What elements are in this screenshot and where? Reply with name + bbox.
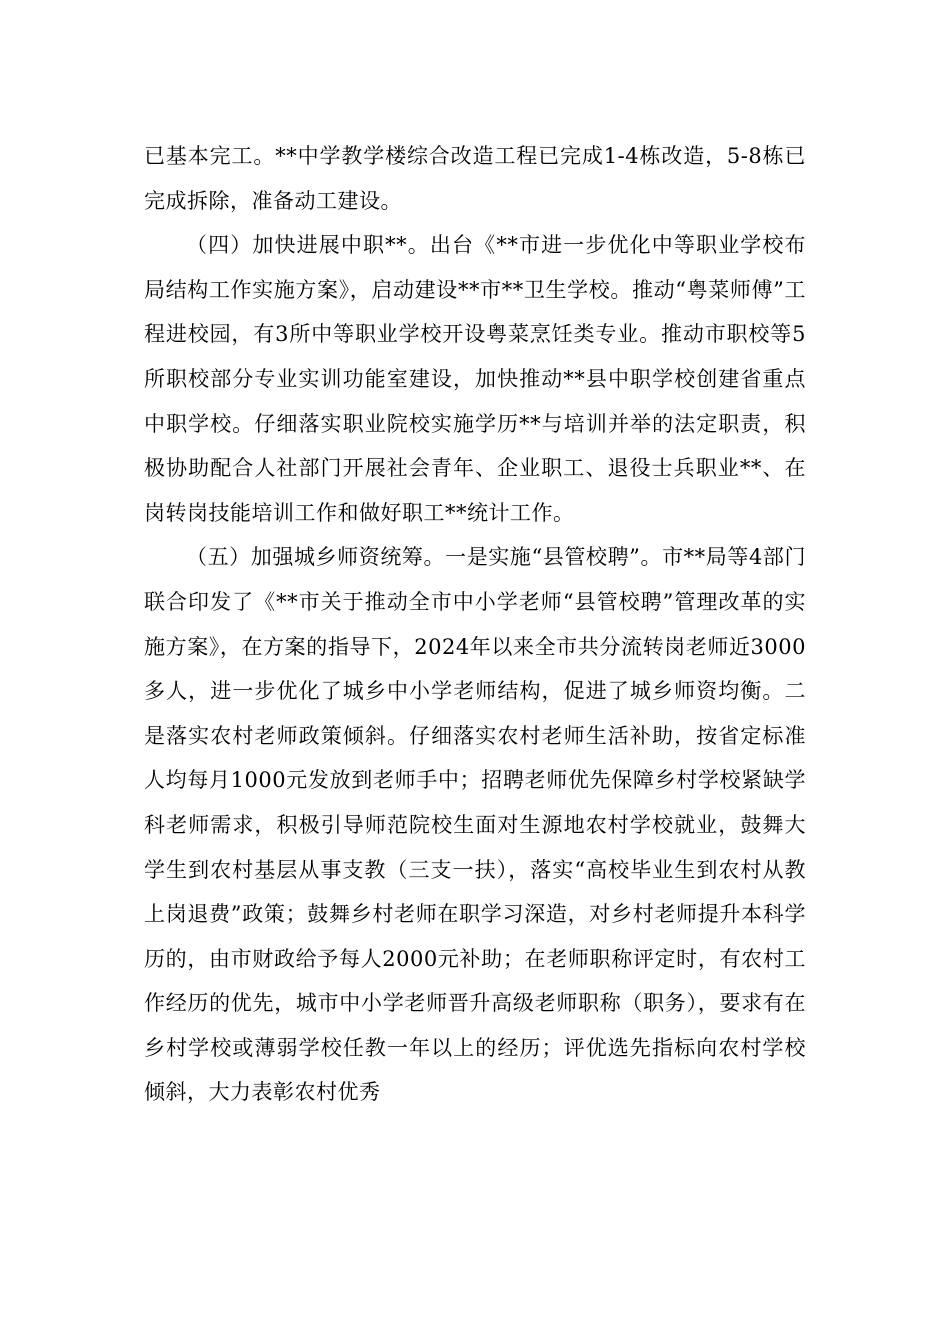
- paragraph-continuation: 已基本完工。**中学教学楼综合改造工程已完成1-4栋改造，5-8栋已完成拆除，准备动工建设。: [144, 144, 806, 213]
- document-page: [144, 134, 806, 1115]
- paragraph-vocational-education: （四）加快进展中职**。出台《**市进一步优化中等职业学校布局结构工作实施方案》，启动建设**市**卫生学校。推动“粤菜师傅”工程进校园，有3所中等职业学校开设粤菜烹饪类专业。推动市职校等5所职校部分专业实训功能室建设，加快推动**县中职学校创建省重点中职学校。仔细落实职业院校实施学历**与培训并举的法定职责，积极协助配合人社部门开展社会青年、企业职工、退役士兵职业**、在岗转岗技能培训工作和做好职工**统计工作。: [144, 233, 806, 525]
- paragraph-teacher-coordination: （五）加强城乡师资统筹。一是实施“县管校聘”。市**局等4部门联合印发了《**市关于推动全市中小学老师“县管校聘”管理改革的实施方案》，在方案的指导下，2024年以来全市共分流转岗老师近3000多人，进一步优化了城乡中小学老师结构，促进了城乡师资均衡。二是落实农村老师政策倾斜。仔细落实农村老师生活补助，按省定标准人均每月1000元发放到老师手中；招聘老师优先保障乡村学校紧缺学科老师需求，积极引导师范院校生面对生源地农村学校就业，鼓舞大学生到农村基层从事支教（三支一扶），落实“高校毕业生到农村从教上岗退费”政策；鼓舞乡村老师在职学习深造，对乡村老师提升本科学历的，由市财政给予每人2000元补助；在老师职称评定时，有农村工作经历的优先，城市中小学老师晋升高级老师职称（职务），要求有在乡村学校或薄弱学校任教一年以上的经历；评优选先指标向农村学校倾斜，大力表彰农村优秀: [144, 545, 806, 1105]
